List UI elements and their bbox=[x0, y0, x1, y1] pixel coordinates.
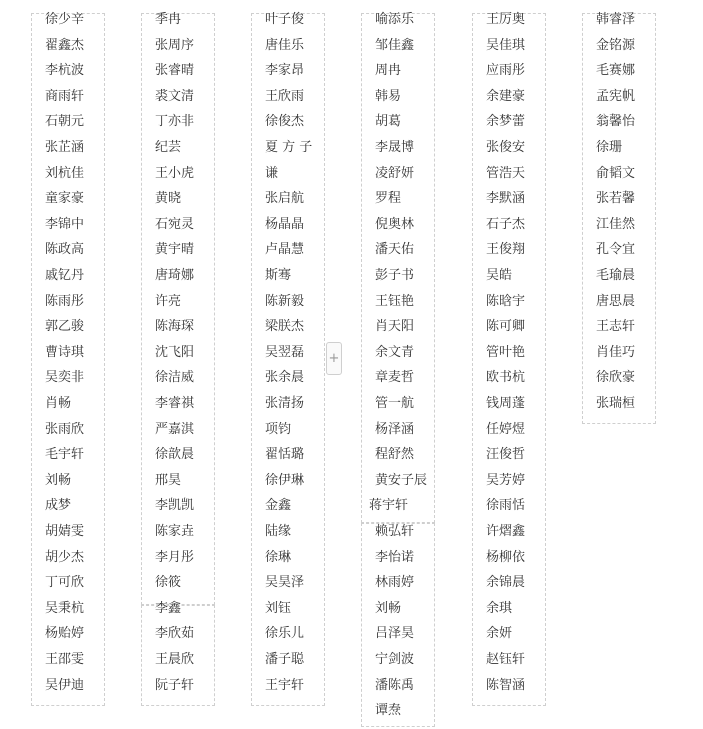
student-name: 李凯凯 bbox=[155, 498, 195, 513]
student-name: 金鑫 bbox=[265, 498, 292, 513]
student-name: 徐洁威 bbox=[155, 370, 195, 385]
student-name: 梁朕杰 bbox=[265, 319, 305, 334]
student-name: 韩睿泽 bbox=[596, 12, 636, 27]
student-name: 林雨婷 bbox=[375, 575, 415, 590]
student-name: 严嘉淇 bbox=[155, 422, 195, 437]
student-name: 潘天佑 bbox=[375, 242, 415, 257]
student-name: 余锦晨 bbox=[486, 575, 526, 590]
student-name: 王小虎 bbox=[155, 166, 195, 181]
student-name: 张余晨 bbox=[265, 370, 305, 385]
student-name: 邹佳鑫 bbox=[375, 38, 415, 53]
student-name: 刘畅 bbox=[45, 473, 72, 488]
student-name: 陈海琛 bbox=[155, 319, 195, 334]
student-name: 任婷煜 bbox=[486, 422, 526, 437]
student-name: 赖弘轩 bbox=[375, 524, 415, 539]
student-name: 徐乐儿 bbox=[265, 626, 305, 641]
student-name: 蒋宇轩 bbox=[369, 498, 409, 513]
student-name: 余建豪 bbox=[486, 89, 526, 104]
student-name: 吴翌磊 bbox=[265, 345, 305, 360]
student-name: 罗程 bbox=[375, 191, 402, 206]
student-name: 陈智涵 bbox=[486, 678, 526, 693]
student-name: 黄晓 bbox=[155, 191, 182, 206]
student-name: 张俊安 bbox=[486, 140, 526, 155]
student-name: 俞韬文 bbox=[596, 166, 636, 181]
student-name: 吴奕非 bbox=[45, 370, 85, 385]
student-name: 杨泽涵 bbox=[375, 422, 415, 437]
student-name: 张芷涵 bbox=[45, 140, 85, 155]
student-name: 潘子聪 bbox=[265, 652, 305, 667]
student-name: 杨柳依 bbox=[486, 550, 526, 565]
student-name: 陈政高 bbox=[45, 242, 85, 257]
student-name: 丁亦非 bbox=[155, 114, 195, 129]
student-name: 金铭源 bbox=[596, 38, 636, 53]
student-name: 王晨欣 bbox=[155, 652, 195, 667]
student-name: 管浩天 bbox=[486, 166, 526, 181]
student-name: 肖畅 bbox=[45, 396, 72, 411]
student-name: 黄宇晴 bbox=[155, 242, 195, 257]
student-name: 应雨彤 bbox=[486, 63, 526, 78]
student-name: 翁馨怡 bbox=[596, 114, 636, 129]
student-name: 许熠鑫 bbox=[486, 524, 526, 539]
student-name: 胡葛 bbox=[375, 114, 402, 129]
student-name: 石宛灵 bbox=[155, 217, 195, 232]
student-name: 张瑞桓 bbox=[596, 396, 636, 411]
student-name: 李欣茹 bbox=[155, 626, 195, 641]
student-name: 丁可欣 bbox=[45, 575, 85, 590]
student-name: 吴佳琪 bbox=[486, 38, 526, 53]
student-name: 徐筱 bbox=[155, 575, 182, 590]
student-name: 程舒然 bbox=[375, 447, 415, 462]
student-name: 石朝元 bbox=[45, 114, 85, 129]
student-name: 斯骞 bbox=[265, 268, 292, 283]
student-name: 邢昊 bbox=[155, 473, 182, 488]
student-name: 裘文清 bbox=[155, 89, 195, 104]
student-name: 唐思晨 bbox=[596, 294, 636, 309]
student-name: 李默涵 bbox=[486, 191, 526, 206]
student-name: 李鑫 bbox=[155, 601, 182, 616]
student-name: 夏 方 子 bbox=[265, 140, 313, 155]
student-name: 张清扬 bbox=[265, 396, 305, 411]
student-name: 徐少辛 bbox=[45, 12, 85, 27]
student-name: 李锦中 bbox=[45, 217, 85, 232]
student-name: 张睿晴 bbox=[155, 63, 195, 78]
student-name: 叶子俊 bbox=[265, 12, 305, 27]
student-name: 吴昊泽 bbox=[265, 575, 305, 590]
student-name: 徐伊琳 bbox=[265, 473, 305, 488]
student-name: 王钰艳 bbox=[375, 294, 415, 309]
student-name: 陈晗宇 bbox=[486, 294, 526, 309]
student-name: 纪芸 bbox=[155, 140, 182, 155]
student-name: 刘杭佳 bbox=[45, 166, 85, 181]
student-name: 阮子轩 bbox=[155, 678, 195, 693]
student-name: 吴伊迪 bbox=[45, 678, 85, 693]
student-name: 吴芳婷 bbox=[486, 473, 526, 488]
student-name: 石子杰 bbox=[486, 217, 526, 232]
student-name: 成梦 bbox=[45, 498, 72, 513]
student-name: 谭焘 bbox=[375, 703, 402, 718]
student-name: 余梦蕾 bbox=[486, 114, 526, 129]
student-name: 毛宇轩 bbox=[45, 447, 85, 462]
student-name: 余妍 bbox=[486, 626, 513, 641]
student-name: 江佳然 bbox=[596, 217, 636, 232]
student-name: 童家豪 bbox=[45, 191, 85, 206]
student-name: 黄安子辰 bbox=[375, 473, 428, 488]
student-name: 杨晶晶 bbox=[265, 217, 305, 232]
student-name: 王邵雯 bbox=[45, 652, 85, 667]
student-name: 倪奥林 bbox=[375, 217, 415, 232]
student-name: 孟宪帆 bbox=[596, 89, 636, 104]
student-name: 徐珊 bbox=[596, 140, 623, 155]
student-name: 吴秉杭 bbox=[45, 601, 85, 616]
student-name: 肖天阳 bbox=[375, 319, 415, 334]
student-name: 孔令宜 bbox=[596, 242, 636, 257]
student-name: 余文青 bbox=[375, 345, 415, 360]
student-name: 徐欣豪 bbox=[596, 370, 636, 385]
student-name: 周冉 bbox=[375, 63, 402, 78]
student-name: 翟鑫杰 bbox=[45, 38, 85, 53]
student-name: 李家昂 bbox=[265, 63, 305, 78]
student-name: 徐俊杰 bbox=[265, 114, 305, 129]
student-name: 喻添乐 bbox=[375, 12, 415, 27]
student-name: 李月彤 bbox=[155, 550, 195, 565]
student-name: 张周序 bbox=[155, 38, 195, 53]
student-name: 张启航 bbox=[265, 191, 305, 206]
student-name: 欧书杭 bbox=[486, 370, 526, 385]
student-name: 吕泽昊 bbox=[375, 626, 415, 641]
student-name: 郭乙骏 bbox=[45, 319, 85, 334]
student-name: 唐琦娜 bbox=[155, 268, 195, 283]
student-name: 肖佳巧 bbox=[596, 345, 636, 360]
student-name: 戚钇丹 bbox=[45, 268, 85, 283]
student-name: 曹诗琪 bbox=[45, 345, 85, 360]
student-name: 韩易 bbox=[375, 89, 402, 104]
student-name: 汪俊哲 bbox=[486, 447, 526, 462]
student-name: 杨贻婷 bbox=[45, 626, 85, 641]
student-name: 陈可卿 bbox=[486, 319, 526, 334]
student-name: 毛赛娜 bbox=[596, 63, 636, 78]
student-name: 管一航 bbox=[375, 396, 415, 411]
student-name: 凌舒妍 bbox=[375, 166, 415, 181]
student-name: 管叶艳 bbox=[486, 345, 526, 360]
student-name: 余琪 bbox=[486, 601, 513, 616]
student-name: 宁剑波 bbox=[375, 652, 415, 667]
student-name: 翟恬璐 bbox=[265, 447, 305, 462]
student-name: 王欣雨 bbox=[265, 89, 305, 104]
add-column-handle[interactable]: + bbox=[326, 342, 342, 375]
student-name: 卢晶慧 bbox=[265, 242, 305, 257]
student-name: 陆缘 bbox=[265, 524, 292, 539]
student-name: 项钧 bbox=[265, 422, 292, 437]
student-name: 毛瑜晨 bbox=[596, 268, 636, 283]
student-name: 李怡诺 bbox=[375, 550, 415, 565]
student-name: 章麦哲 bbox=[375, 370, 415, 385]
student-name: 李杭波 bbox=[45, 63, 85, 78]
student-name: 陈新毅 bbox=[265, 294, 305, 309]
student-name: 彭子书 bbox=[375, 268, 415, 283]
student-name: 胡少杰 bbox=[45, 550, 85, 565]
student-name: 陈家垚 bbox=[155, 524, 195, 539]
student-name: 陈雨彤 bbox=[45, 294, 85, 309]
student-name: 胡婧雯 bbox=[45, 524, 85, 539]
student-name: 商雨轩 bbox=[45, 89, 85, 104]
student-name: 徐歆晨 bbox=[155, 447, 195, 462]
student-name: 王宇轩 bbox=[265, 678, 305, 693]
student-name: 王厉奥 bbox=[486, 12, 526, 27]
student-name: 赵钰轩 bbox=[486, 652, 526, 667]
student-name: 刘钰 bbox=[265, 601, 292, 616]
student-name: 沈飞阳 bbox=[155, 345, 195, 360]
student-name: 张若馨 bbox=[596, 191, 636, 206]
student-name: 王志轩 bbox=[596, 319, 636, 334]
student-name: 唐佳乐 bbox=[265, 38, 305, 53]
student-name: 李睿祺 bbox=[155, 396, 195, 411]
student-name: 李晟博 bbox=[375, 140, 415, 155]
student-name: 吴皓 bbox=[486, 268, 513, 283]
student-name: 谦 bbox=[265, 166, 279, 181]
student-name: 钱周蓬 bbox=[486, 396, 526, 411]
student-name: 许亮 bbox=[155, 294, 182, 309]
student-name: 刘畅 bbox=[375, 601, 402, 616]
student-name: 王俊翔 bbox=[486, 242, 526, 257]
student-name: 徐琳 bbox=[265, 550, 292, 565]
student-name: 张雨欣 bbox=[45, 422, 85, 437]
student-name: 徐雨恬 bbox=[486, 498, 526, 513]
student-name: 潘陈禹 bbox=[375, 678, 415, 693]
student-name: 季冉 bbox=[155, 12, 182, 27]
